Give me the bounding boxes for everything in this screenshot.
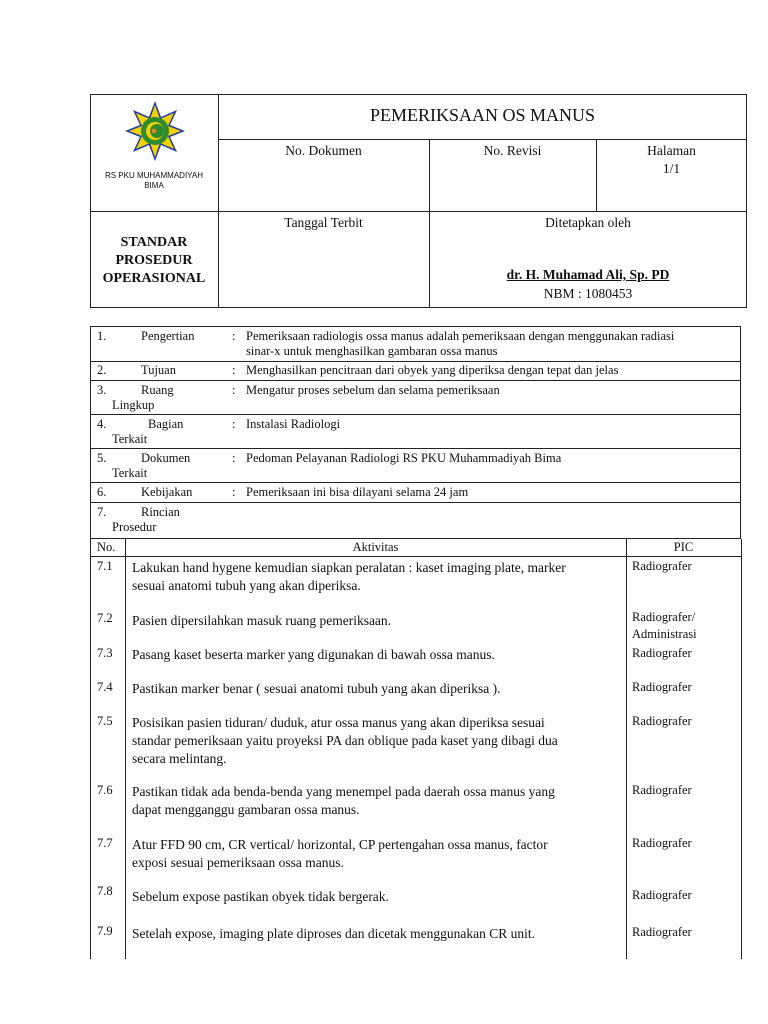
info-label-3b: Lingkup	[112, 398, 155, 412]
steps-col-pic: PIC	[673, 540, 694, 554]
step-pic: Radiografer	[632, 836, 692, 850]
info-num-3: 3.	[97, 383, 107, 397]
info-label-1: Pengertian	[141, 329, 195, 343]
step-no: 7.2	[97, 611, 113, 625]
no-dokumen-label: No. Dokumen	[285, 143, 362, 158]
info-label-7b: Prosedur	[112, 520, 157, 534]
step-pic: Radiografer	[632, 559, 692, 573]
org-name-line1: RS PKU MUHAMMADIYAH	[104, 171, 204, 180]
info-text-1b: sinar-x untuk menghasilkan gambaran ossa manus	[246, 344, 498, 358]
info-num-1: 1.	[97, 329, 107, 343]
halaman-label: Halaman	[647, 143, 696, 158]
step-pic: Radiografer	[632, 646, 692, 660]
info-label-3: Ruang	[141, 383, 174, 397]
signer-nbm: NBM : 1080453	[543, 286, 633, 301]
step-text: Pasien dipersilahkan masuk ruang pemeriksaan.	[132, 613, 392, 628]
step-text: Setelah expose, imaging plate diproses dan dicetak menggunakan CR unit.	[132, 926, 536, 941]
info-colon-2: :	[232, 363, 236, 377]
info-label-4b: Terkait	[112, 432, 148, 446]
info-label-4: Bagian	[148, 417, 184, 431]
no-revisi-label: No. Revisi	[483, 143, 542, 158]
org-name-line2: BIMA	[144, 181, 164, 190]
steps-col-no: No.	[97, 540, 116, 554]
step-no: 7.6	[97, 783, 113, 797]
step-pic: Radiografer	[632, 714, 692, 728]
sop-line1: STANDAR	[120, 235, 188, 250]
step-text: Pastikan marker benar ( sesuai anatomi tubuh yang akan diperiksa ).	[132, 681, 501, 696]
info-label-2: Tujuan	[141, 363, 176, 377]
sop-line2: PROSEDUR	[115, 253, 193, 268]
info-text-6: Pemeriksaan ini bisa dilayani selama 24 jam	[246, 485, 469, 499]
step-text: dapat mengganggu gambaran ossa manus.	[132, 802, 360, 817]
info-text-4: Instalasi Radiologi	[246, 417, 341, 431]
step-pic: Radiografer	[632, 925, 692, 939]
info-num-5: 5.	[97, 451, 107, 465]
step-no: 7.7	[97, 836, 113, 850]
step-pic: Administrasi	[632, 627, 697, 641]
step-text: Pasang kaset beserta marker yang digunakan di bawah ossa manus.	[132, 647, 495, 662]
step-no: 7.9	[97, 924, 113, 938]
step-no: 7.8	[97, 884, 113, 898]
info-label-7: Rincian	[141, 505, 180, 519]
step-text: exposi sesuai pemeriksaan ossa manus.	[132, 855, 344, 870]
step-text: sesuai anatomi tubuh yang akan diperiksa.	[132, 578, 361, 593]
step-text: standar pemeriksaan yaitu proyeksi PA dan oblique pada kaset yang dibagi dua	[132, 733, 558, 748]
tanggal-terbit-label: Tanggal Terbit	[284, 215, 363, 230]
page-title: PEMERIKSAAN OS MANUS	[369, 105, 596, 125]
step-text: Lakukan hand hygene kemudian siapkan peralatan : kaset imaging plate, marker	[132, 560, 566, 575]
hospital-logo	[120, 100, 190, 162]
info-num-4: 4.	[97, 417, 107, 431]
info-label-5b: Terkait	[112, 466, 148, 480]
info-text-5: Pedoman Pelayanan Radiologi RS PKU Muhammadiyah Bima	[246, 451, 562, 465]
info-text-2: Menghasilkan pencitraan dari obyek yang diperiksa dengan tepat dan jelas	[246, 363, 619, 377]
info-colon-1: :	[232, 329, 236, 343]
info-label-5: Dokumen	[141, 451, 191, 465]
info-colon-4: :	[232, 417, 236, 431]
steps-col-aktivitas: Aktivitas	[352, 540, 399, 554]
info-colon-5: :	[232, 451, 236, 465]
info-label-6: Kebijakan	[141, 485, 193, 499]
step-text: secara melintang.	[132, 751, 227, 766]
step-no: 7.1	[97, 559, 113, 573]
step-text: Sebelum expose pastikan obyek tidak bergerak.	[132, 889, 389, 904]
signer-name: dr. H. Muhamad Ali, Sp. PD	[506, 267, 670, 282]
step-text: Pastikan tidak ada benda-benda yang menempel pada daerah ossa manus yang	[132, 784, 555, 799]
steps-table	[90, 539, 91, 959]
step-no: 7.5	[97, 714, 113, 728]
info-num-7: 7.	[97, 505, 107, 519]
step-text: Atur FFD 90 cm, CR vertical/ horizontal, CP pertengahan ossa manus, factor	[132, 837, 548, 852]
ditetapkan-label: Ditetapkan oleh	[545, 215, 631, 230]
step-pic: Radiografer	[632, 680, 692, 694]
info-text-3: Mengatur proses sebelum dan selama pemeriksaan	[246, 383, 500, 397]
info-colon-3: :	[232, 383, 236, 397]
step-no: 7.3	[97, 646, 113, 660]
step-pic: Radiografer	[632, 783, 692, 797]
step-pic: Radiografer/	[632, 610, 696, 624]
halaman-value: 1/1	[662, 161, 681, 176]
info-text-1a: Pemeriksaan radiologis ossa manus adalah pemeriksaan dengan menggunakan radiasi	[246, 329, 675, 343]
sop-line3: OPERASIONAL	[102, 271, 206, 286]
step-no: 7.4	[97, 680, 113, 694]
info-colon-6: :	[232, 485, 236, 499]
info-num-2: 2.	[97, 363, 107, 377]
step-text: Posisikan pasien tiduran/ duduk, atur ossa manus yang akan diperiksa sesuai	[132, 715, 545, 730]
info-num-6: 6.	[97, 485, 107, 499]
step-pic: Radiografer	[632, 888, 692, 902]
